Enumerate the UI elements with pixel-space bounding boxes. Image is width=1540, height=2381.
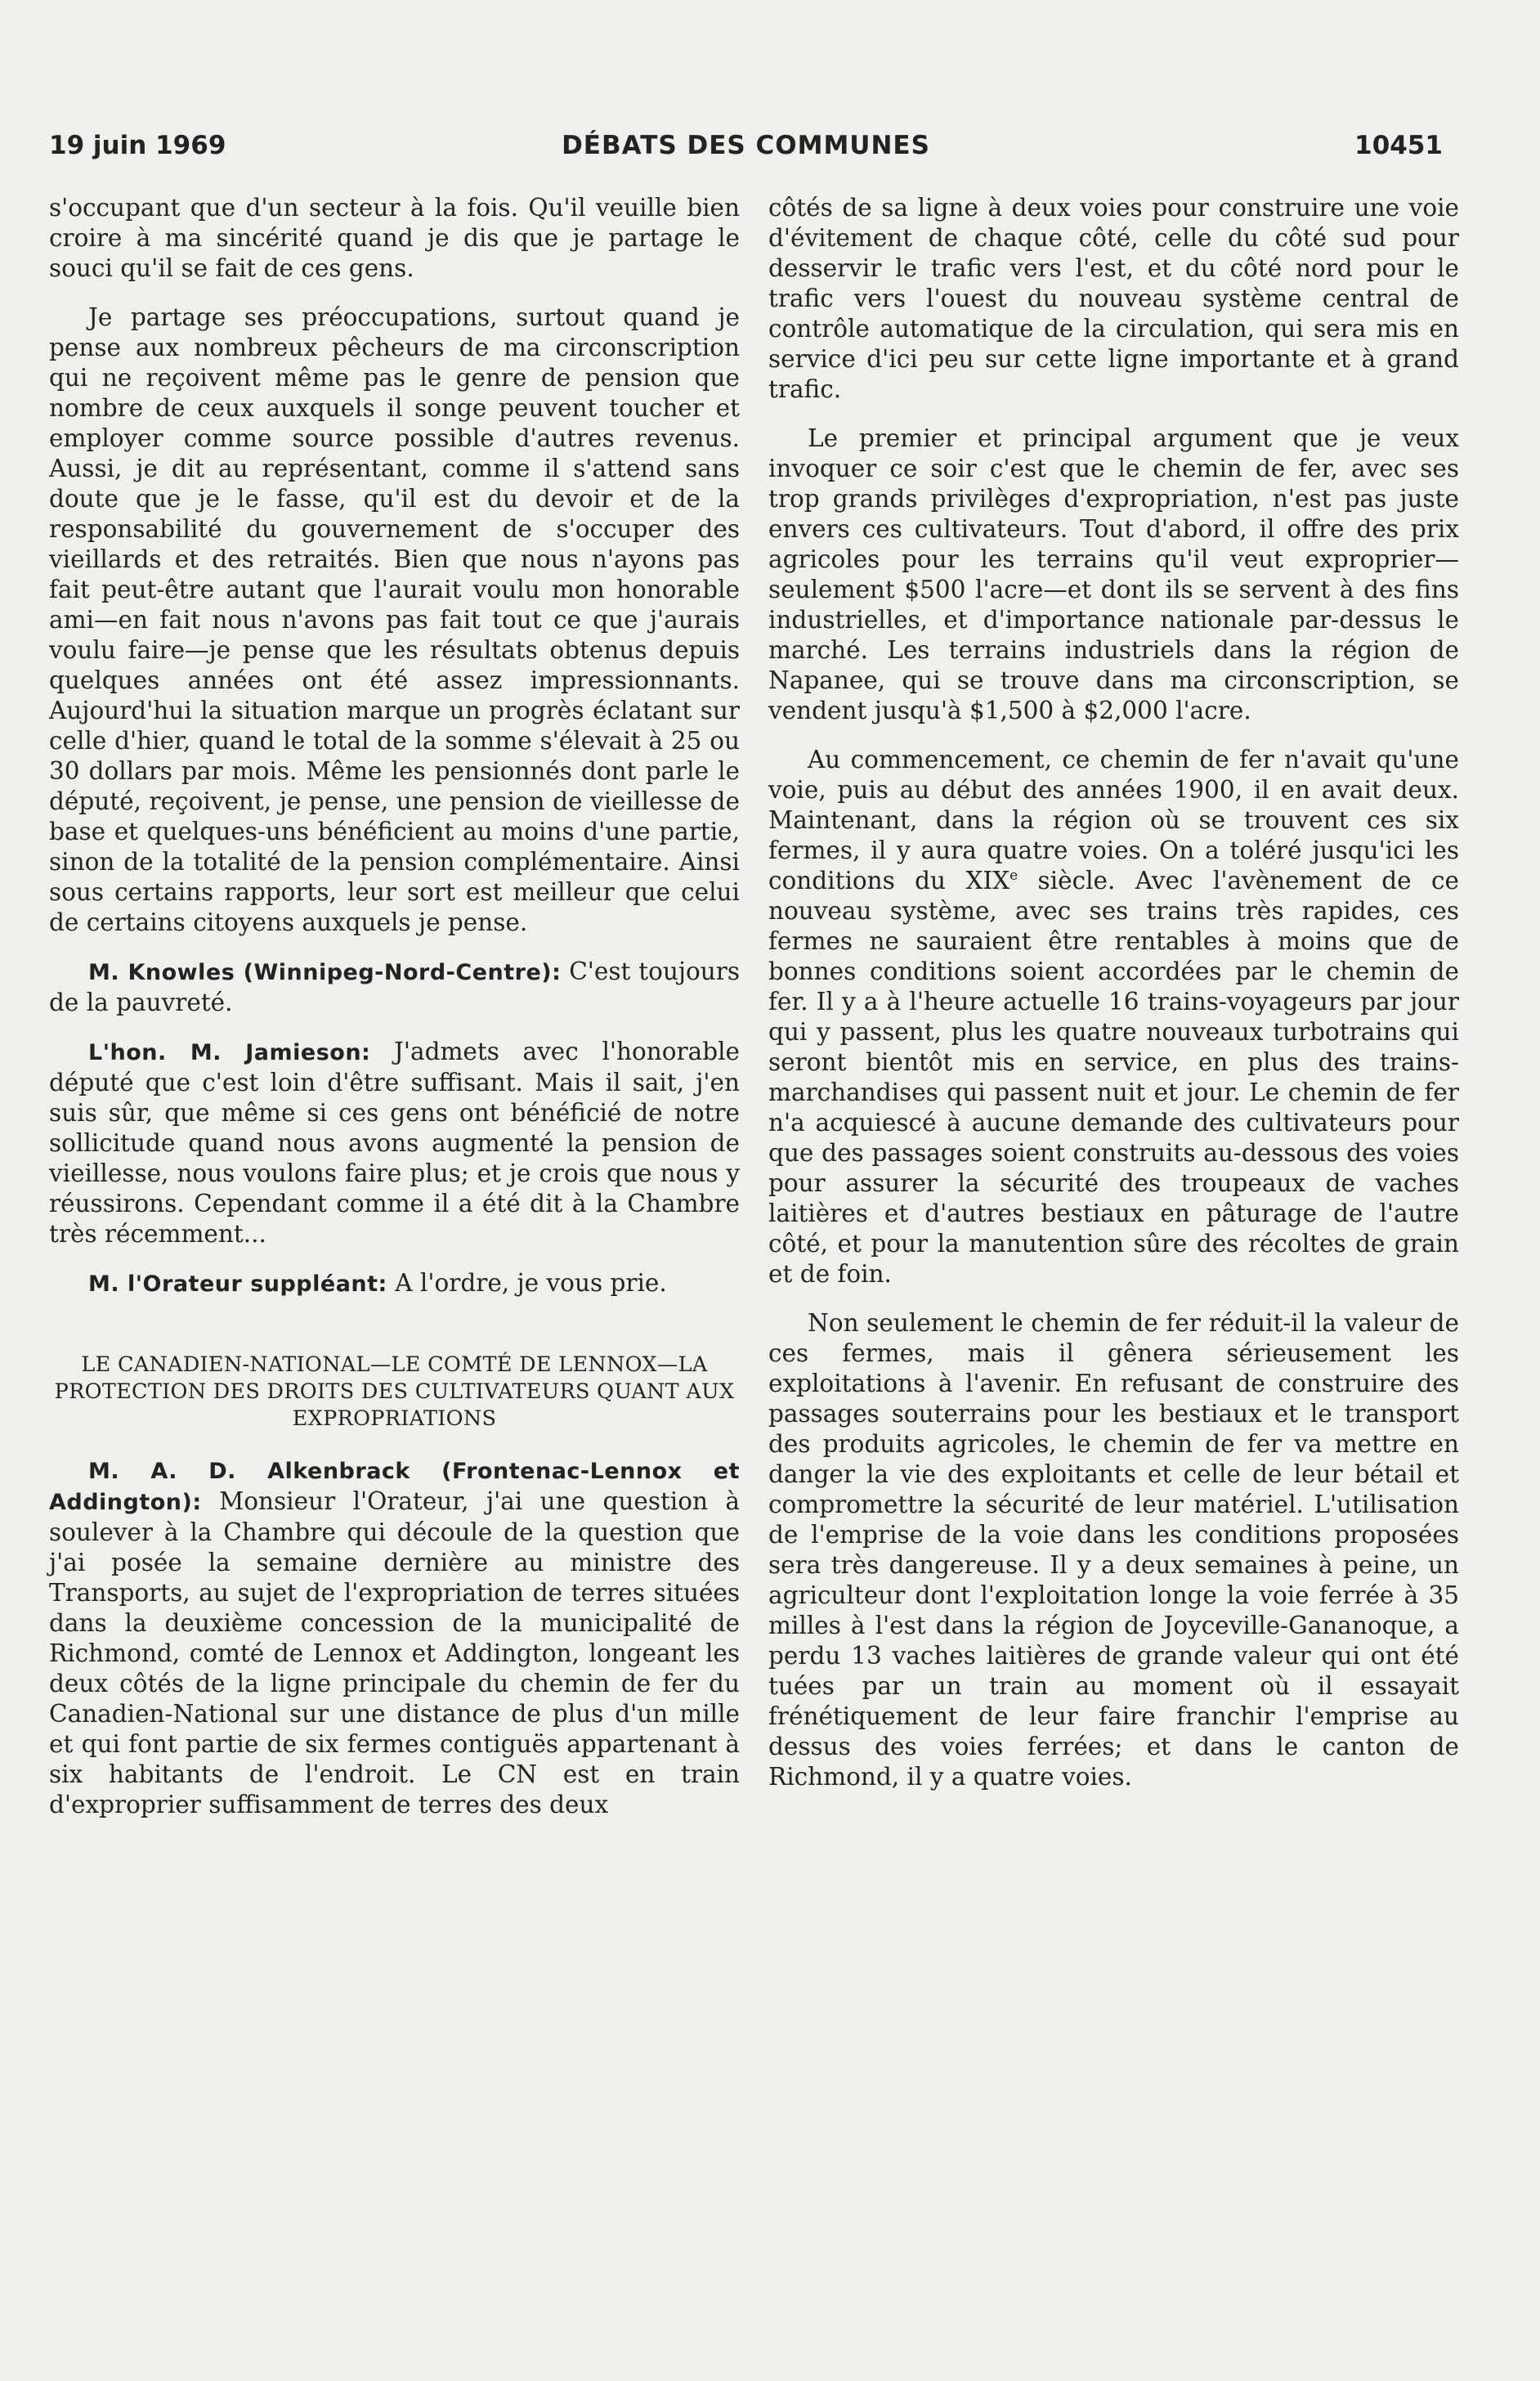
text-run: Au commencement, ce chemin de fer n'avait qu'une voie, puis au début des années 1900, il en avait deux. Maintenant, dans la région où se trouvent ces six fermes, il y aura quatre voies. On a toléré jusqu'ici les conditions du XIX: [768, 746, 1459, 895]
speech-alkenbrack: [49, 1455, 740, 1820]
speech-text: J'admets avec l'honorable député que c'est loin d'être suffisant. Mais il sait, j'en suis sûr, que même si ces gens ont bénéficié de notre sollicitude quand nous avons augmenté la pension de vieillesse, nous voulons faire plus; et je crois que nous y réussirons. Cependant comme il a été dit à la Chambre très récemment...: [49, 1038, 740, 1248]
paragraph: [768, 745, 1459, 1289]
speech-text: C'est toujours de la pauvreté.: [49, 957, 740, 1016]
paragraph: s'occupant que d'un secteur à la fois. Qu'il veuille bien croire à ma sincérité quand je dis que je partage le souci qu'il se fait de ces gens.: [49, 194, 740, 282]
speaker-name: M. l'Orateur suppléant:: [88, 1271, 387, 1297]
paragraph: côtés de sa ligne à deux voies pour construire une voie d'évitement de chaque côté, celle du côté sud pour desservir le trafic vers l'est, et du côté nord pour le trafic vers l'ouest du nouveau système central de contrôle automatique de la circulation, qui sera mis en service d'ici peu sur cette ligne importante et à grand trafic.: [768, 194, 1459, 403]
superscript: e: [1010, 868, 1018, 885]
header-date: 19 juin 1969: [49, 131, 226, 160]
page-header: [49, 131, 1443, 172]
speech-jamieson: [49, 1037, 740, 1249]
speech-knowles: [49, 957, 740, 1018]
speech-orateur: [49, 1268, 740, 1299]
header-page-number: 10451: [1354, 131, 1443, 160]
speaker-name: L'hon. M. Jamieson:: [88, 1040, 371, 1065]
header-title: DÉBATS DES COMMUNES: [562, 131, 930, 160]
paragraph: Le premier et principal argument que je veux invoquer ce soir c'est que le chemin de fer, avec ses trop grands privilèges d'expropriation, n'est pas juste envers ces cultivateurs. Tout d'abord, il offre des prix agricoles pour les terrains qu'il veut exproprier—seulement $500 l'acre—et dont ils se servent à des fins industrielles, et d'importance nationale par-dessus le marché. Les terrains industriels dans la région de Napanee, qui se trouve dans ma circonscription, se vendent jusqu'à $1,500 à $2,000 l'acre.: [768, 424, 1459, 724]
section-heading: LE CANADIEN-NATIONAL—LE COMTÉ DE LENNOX—LA PROTECTION DES DROITS DES CULTIVATEURS QUANT AUX EXPROPRIATIONS: [54, 1352, 735, 1431]
speaker-name: M. Knowles (Winnipeg-Nord-Centre):: [88, 960, 562, 985]
left-column: [49, 193, 740, 1839]
paragraph: Je partage ses préoccupations, surtout quand je pense aux nombreux pêcheurs de ma circonscription qui ne reçoivent même pas le genre de pension que nombre de ceux auxquels il songe peuvent toucher et employer comme source possible d'autres revenus. Aussi, je dit au représentant, comme il s'attend sans doute que je le fasse, qu'il est du devoir et de la responsabilité du gouvernement de s'occuper des vieillards et des retraités. Bien que nous n'ayons pas fait peut-être autant que l'aurait voulu mon honorable ami—en fait nous n'avons pas fait tout ce que j'aurais voulu faire—je pense que les résultats obtenus depuis quelques années ont été assez impressionnants. Aujourd'hui la situation marque un progrès éclatant sur celle d'hier, quand le total de la somme s'élevait à 25 ou 30 dollars par mois. Même les pensionnés dont parle le député, reçoivent, je pense, une pension de vieillesse de base et quelques-uns bénéficient au moins d'une partie, sinon de la totalité de la pension complémentaire. Ainsi sous certains rapports, leur sort est meilleur que celui de certains citoyens auxquels je pense.: [49, 303, 740, 936]
speech-text: A l'ordre, je vous prie.: [395, 1269, 667, 1297]
right-column: [768, 193, 1459, 1811]
text-run: siècle. Avec l'avènement de ce nouveau système, avec ses trains très rapides, ces fermes ne sauraient être rentables à moins que de bonnes conditions soient accordées par le chemin de fer. Il y a à l'heure actuelle 16 trains-voyageurs par jour qui y passent, plus les quatre nouveaux turbotrains qui seront bientôt mis en service, en plus des trains-marchandises qui passent nuit et jour. Le chemin de fer n'a acquiescé à aucune demande des cultivateurs pour que des passages soient construits au-dessous des voies pour assurer la sécurité des troupeaux de vaches laitières et d'autres bestiaux en pâturage de l'autre côté, et pour la manutention sûre des récoltes de grain et de foin.: [768, 867, 1459, 1288]
paragraph: Non seulement le chemin de fer réduit-il la valeur de ces fermes, mais il gênera sérieusement les exploitations à l'avenir. En refusant de construire des passages souterrains pour les bestiaux et le transport des produits agricoles, le chemin de fer va mettre en danger la vie des exploitants et celle de leur bétail et compromettre la sécurité de leur matériel. L'utilisation de l'emprise de la voie dans les conditions proposées sera très dangereuse. Il y a deux semaines à peine, un agriculteur dont l'exploitation longe la voie ferrée à 35 milles à l'est dans la région de Joyceville-Gananoque, a perdu 13 vaches laitières de grande valeur qui ont été tuées par un train au moment où il essayait frénétiquement de leur faire franchir l'emprise au dessus des voies ferrées; et dans le canton de Richmond, il y a quatre voies.: [768, 1309, 1459, 1791]
speaker-name: M. A. D. Alkenbrack (Frontenac-Lennox et Addington):: [49, 1459, 740, 1515]
speech-text: Monsieur l'Orateur, j'ai une question à soulever à la Chambre qui découle de la question que j'ai posée la semaine dernière au ministre des Transports, au sujet de l'expropriation de terres situées dans la deuxième concession de la municipalité de Richmond, comté de Lennox et Addington, longeant les deux côtés de la ligne principale du chemin de fer du Canadien-National sur une distance de plus d'un mille et qui font partie de six fermes contiguës appartenant à six habitants de l'endroit. Le CN est en train d'exproprier suffisamment de terres des deux: [49, 1487, 740, 1818]
